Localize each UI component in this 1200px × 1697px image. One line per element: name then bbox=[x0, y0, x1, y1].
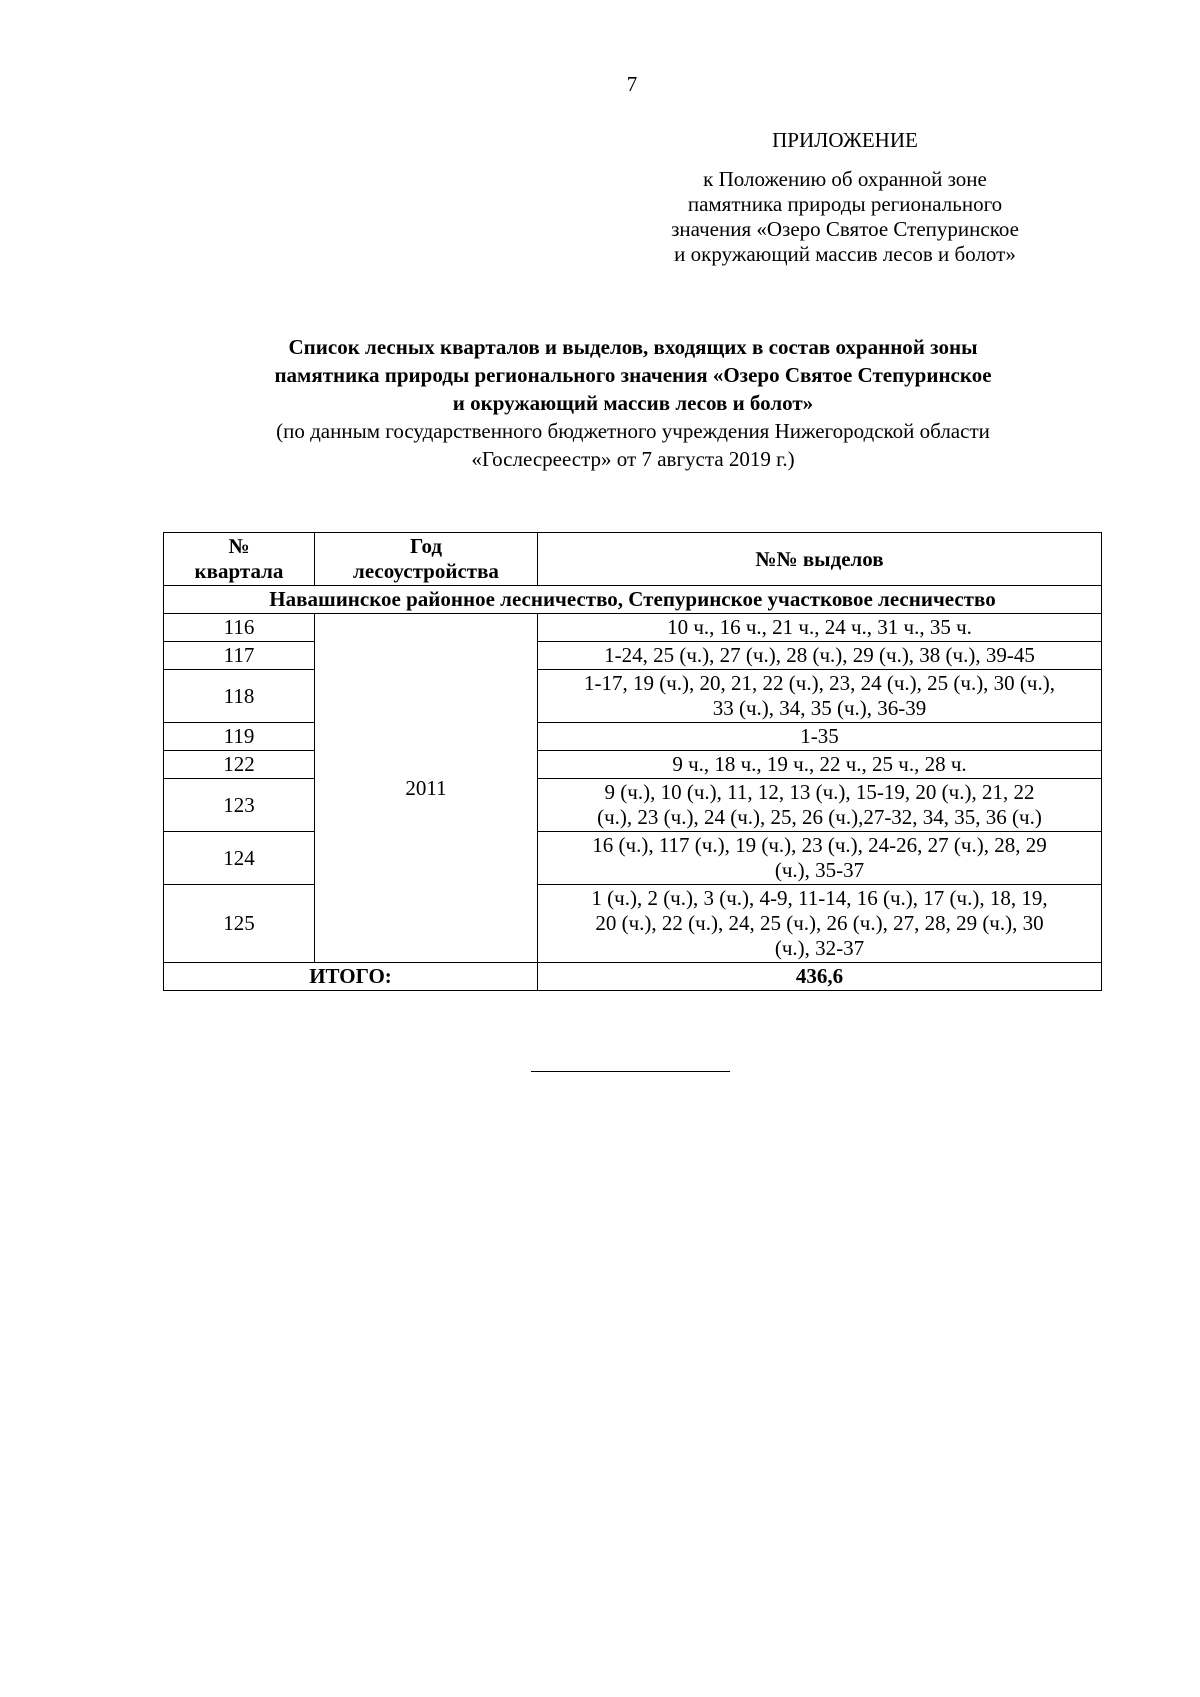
header-quarter bbox=[164, 533, 315, 586]
appendix-line: и окружающий массив лесов и болот» bbox=[674, 242, 1016, 266]
year-cell: 2011 bbox=[315, 614, 538, 963]
sections-cell bbox=[538, 885, 1102, 963]
sections-line: 1-17, 19 (ч.), 20, 21, 22 (ч.), 23, 24 (ч.), 25 (ч.), 30 (ч.), bbox=[584, 671, 1055, 695]
table-row bbox=[164, 723, 1102, 751]
table-header-row bbox=[164, 533, 1102, 586]
sections-line: 20 (ч.), 22 (ч.), 24, 25 (ч.), 26 (ч.), 27, 28, 29 (ч.), 30 bbox=[595, 911, 1044, 935]
header-year-line: Год bbox=[409, 534, 443, 558]
sections-line: (ч.), 23 (ч.), 24 (ч.), 25, 26 (ч.),27-32, 34, 35, 36 (ч.) bbox=[597, 805, 1042, 829]
total-label: ИТОГО: bbox=[164, 963, 538, 991]
sections-line: (ч.), 35-37 bbox=[774, 858, 865, 882]
title-line: Список лесных кварталов и выделов, входящих в состав охранной зоны bbox=[288, 335, 978, 359]
sections-cell bbox=[538, 642, 1102, 670]
appendix-block bbox=[650, 128, 1040, 267]
quarter-cell: 117 bbox=[164, 642, 315, 670]
title-line: и окружающий массив лесов и болот» bbox=[452, 391, 814, 415]
sections-cell bbox=[538, 779, 1102, 832]
quarter-cell: 116 bbox=[164, 614, 315, 642]
group-label: Навашинское районное лесничество, Степуринское участковое лесничество bbox=[164, 586, 1102, 614]
total-value: 436,6 bbox=[538, 963, 1102, 991]
quarter-cell: 125 bbox=[164, 885, 315, 963]
title-note-line: (по данным государственного бюджетного учреждения Нижегородской области bbox=[276, 419, 990, 443]
sections-line: 9 ч., 18 ч., 19 ч., 22 ч., 25 ч., 28 ч. bbox=[672, 752, 967, 776]
group-row bbox=[164, 586, 1102, 614]
page-number: 7 bbox=[626, 72, 638, 96]
header-year-line: лесоустройства bbox=[353, 559, 499, 583]
appendix-line: памятника природы регионального bbox=[687, 192, 1003, 216]
sections-cell bbox=[538, 614, 1102, 642]
table-row bbox=[164, 642, 1102, 670]
sections-cell bbox=[538, 751, 1102, 779]
sections-cell bbox=[538, 723, 1102, 751]
sections-cell bbox=[538, 832, 1102, 885]
header-quarter-line: квартала bbox=[194, 559, 284, 583]
table-row bbox=[164, 614, 1102, 642]
header-quarter-line: № bbox=[228, 534, 250, 558]
table-row bbox=[164, 779, 1102, 832]
header-year bbox=[315, 533, 538, 586]
quarter-cell: 124 bbox=[164, 832, 315, 885]
table-row bbox=[164, 670, 1102, 723]
title-note-line: «Гослесреестр» от 7 августа 2019 г.) bbox=[471, 447, 795, 471]
appendix-line: к Положению об охранной зоне bbox=[703, 167, 987, 191]
sections-line: 33 (ч.), 34, 35 (ч.), 36-39 bbox=[712, 696, 927, 720]
table-row bbox=[164, 885, 1102, 963]
sections-line: 16 (ч.), 117 (ч.), 19 (ч.), 23 (ч.), 24-26, 27 (ч.), 28, 29 bbox=[592, 833, 1047, 857]
sections-cell bbox=[538, 670, 1102, 723]
closing-rule bbox=[531, 1071, 730, 1072]
header-sections: №№ выделов bbox=[538, 533, 1102, 586]
quarter-cell: 123 bbox=[164, 779, 315, 832]
document-title bbox=[163, 333, 1103, 473]
sections-line: 10 ч., 16 ч., 21 ч., 24 ч., 31 ч., 35 ч. bbox=[667, 615, 972, 639]
title-line: памятника природы регионального значения «Озеро Святое Степуринское bbox=[274, 363, 992, 387]
sections-line: 1 (ч.), 2 (ч.), 3 (ч.), 4-9, 11-14, 16 (ч.), 17 (ч.), 18, 19, bbox=[591, 886, 1048, 910]
sections-table bbox=[163, 532, 1102, 991]
sections-line: (ч.), 32-37 bbox=[774, 936, 865, 960]
quarter-cell: 122 bbox=[164, 751, 315, 779]
appendix-title: ПРИЛОЖЕНИЕ bbox=[772, 128, 918, 152]
table-row bbox=[164, 832, 1102, 885]
sections-line: 1-35 bbox=[800, 724, 839, 748]
sections-line: 9 (ч.), 10 (ч.), 11, 12, 13 (ч.), 15-19, 20 (ч.), 21, 22 bbox=[604, 780, 1035, 804]
quarter-cell: 119 bbox=[164, 723, 315, 751]
table-row bbox=[164, 751, 1102, 779]
quarter-cell: 118 bbox=[164, 670, 315, 723]
total-row bbox=[164, 963, 1102, 991]
sections-line: 1-24, 25 (ч.), 27 (ч.), 28 (ч.), 29 (ч.), 38 (ч.), 39-45 bbox=[604, 643, 1035, 667]
appendix-line: значения «Озеро Святое Степуринское bbox=[671, 217, 1019, 241]
